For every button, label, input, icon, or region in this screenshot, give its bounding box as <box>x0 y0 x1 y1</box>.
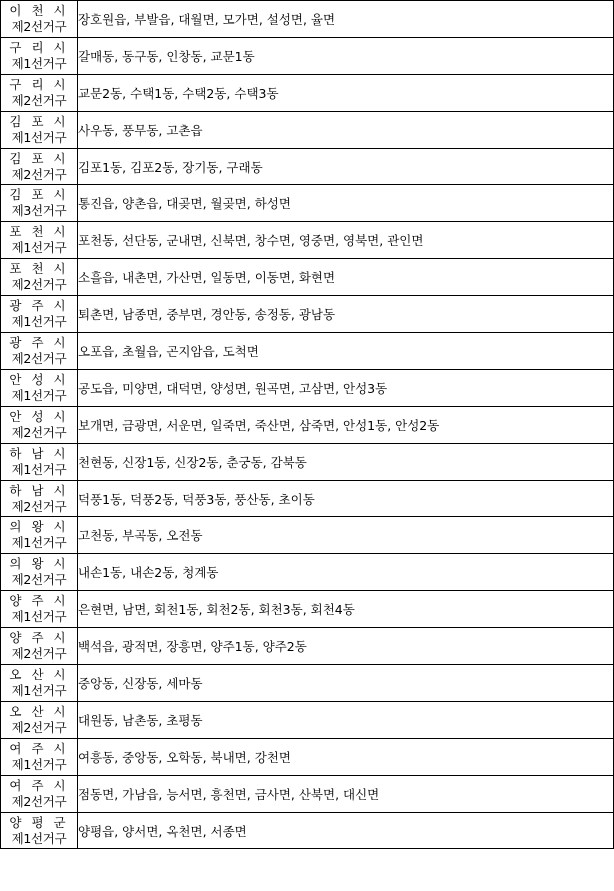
table-row <box>1 369 614 406</box>
areas-cell: 보개면, 금광면, 서운면, 일죽면, 죽산면, 삼죽면, 안성1동, 안성2동 <box>78 406 614 443</box>
table-row <box>1 517 614 554</box>
district-name-cell <box>1 37 78 74</box>
table-row <box>1 665 614 702</box>
district-label: 제2선거구 <box>11 350 67 366</box>
table-row <box>1 1 614 38</box>
district-label: 제2선거구 <box>11 572 67 588</box>
district-name-cell <box>1 701 78 738</box>
district-name-cell <box>1 148 78 185</box>
areas-cell: 포천동, 선단동, 군내면, 신북면, 창수면, 영중면, 영북면, 관인면 <box>78 222 614 259</box>
table-row <box>1 148 614 185</box>
district-name-cell <box>1 628 78 665</box>
district-name-cell <box>1 665 78 702</box>
table-row <box>1 37 614 74</box>
district-name-cell <box>1 111 78 148</box>
district-label: 제1선거구 <box>11 55 67 71</box>
table-row <box>1 185 614 222</box>
city-name: 오 산 시 <box>9 703 69 719</box>
table-row <box>1 480 614 517</box>
areas-cell: 천현동, 신장1동, 신장2동, 춘궁동, 감북동 <box>78 443 614 480</box>
city-name: 하 남 시 <box>9 482 69 498</box>
city-name: 의 왕 시 <box>9 519 69 535</box>
areas-cell: 양평읍, 양서면, 옥천면, 서종면 <box>78 812 614 849</box>
city-name: 포 천 시 <box>9 224 69 240</box>
district-name-cell <box>1 812 78 849</box>
district-name-cell <box>1 517 78 554</box>
city-name: 여 주 시 <box>9 740 69 756</box>
district-label: 제2선거구 <box>11 793 67 809</box>
district-name-cell <box>1 333 78 370</box>
district-label: 제2선거구 <box>11 18 67 34</box>
district-label: 제1선거구 <box>11 682 67 698</box>
district-label: 제1선거구 <box>11 129 67 145</box>
table-row <box>1 775 614 812</box>
district-name-cell <box>1 554 78 591</box>
district-label: 제3선거구 <box>11 203 67 219</box>
table-row <box>1 111 614 148</box>
city-name: 하 남 시 <box>9 445 69 461</box>
city-name: 여 주 시 <box>9 777 69 793</box>
areas-cell: 사우동, 풍무동, 고촌읍 <box>78 111 614 148</box>
table-row <box>1 259 614 296</box>
areas-cell: 덕풍1동, 덕풍2동, 덕풍3동, 풍산동, 초이동 <box>78 480 614 517</box>
district-name-cell <box>1 259 78 296</box>
areas-cell: 소흘읍, 내촌면, 가산면, 일동면, 이동면, 화현면 <box>78 259 614 296</box>
areas-cell: 은현면, 남면, 회천1동, 회천2동, 회천3동, 회천4동 <box>78 591 614 628</box>
city-name: 구 리 시 <box>9 39 69 55</box>
district-name-cell <box>1 738 78 775</box>
city-name: 안 성 시 <box>9 371 69 387</box>
city-name: 김 포 시 <box>9 187 69 203</box>
district-name-cell <box>1 1 78 38</box>
table-row <box>1 591 614 628</box>
areas-cell: 교문2동, 수택1동, 수택2동, 수택3동 <box>78 74 614 111</box>
district-name-cell <box>1 480 78 517</box>
areas-cell: 갈매동, 동구동, 인창동, 교문1동 <box>78 37 614 74</box>
district-name-cell <box>1 591 78 628</box>
table-row <box>1 406 614 443</box>
table-row <box>1 738 614 775</box>
areas-cell: 김포1동, 김포2동, 장기동, 구래동 <box>78 148 614 185</box>
areas-cell: 여흥동, 중앙동, 오학동, 북내면, 강천면 <box>78 738 614 775</box>
city-name: 양 평 군 <box>9 814 69 830</box>
table-row <box>1 333 614 370</box>
city-name: 포 천 시 <box>9 261 69 277</box>
city-name: 구 리 시 <box>9 76 69 92</box>
areas-cell: 내손1동, 내손2동, 청계동 <box>78 554 614 591</box>
areas-cell: 오포읍, 초월읍, 곤지암읍, 도척면 <box>78 333 614 370</box>
table-row <box>1 296 614 333</box>
areas-cell: 장호원읍, 부발읍, 대월면, 모가면, 설성면, 율면 <box>78 1 614 38</box>
district-label: 제1선거구 <box>11 535 67 551</box>
district-label: 제2선거구 <box>11 92 67 108</box>
district-label: 제2선거구 <box>11 166 67 182</box>
district-label: 제1선거구 <box>11 461 67 477</box>
district-label: 제1선거구 <box>11 756 67 772</box>
table-row <box>1 222 614 259</box>
city-name: 김 포 시 <box>9 113 69 129</box>
areas-cell: 고천동, 부곡동, 오전동 <box>78 517 614 554</box>
district-label: 제1선거구 <box>11 314 67 330</box>
city-name: 양 주 시 <box>9 630 69 646</box>
city-name: 안 성 시 <box>9 408 69 424</box>
areas-cell: 공도읍, 미양면, 대덕면, 양성면, 원곡면, 고삼면, 안성3동 <box>78 369 614 406</box>
table-row <box>1 812 614 849</box>
table-row <box>1 443 614 480</box>
city-name: 양 주 시 <box>9 593 69 609</box>
district-name-cell <box>1 74 78 111</box>
areas-cell: 중앙동, 신장동, 세마동 <box>78 665 614 702</box>
district-name-cell <box>1 406 78 443</box>
city-name: 의 왕 시 <box>9 556 69 572</box>
district-label: 제2선거구 <box>11 646 67 662</box>
areas-cell: 퇴촌면, 남종면, 중부면, 경안동, 송정동, 광남동 <box>78 296 614 333</box>
district-label: 제2선거구 <box>11 719 67 735</box>
district-label: 제1선거구 <box>11 609 67 625</box>
district-name-cell <box>1 369 78 406</box>
district-label: 제1선거구 <box>11 387 67 403</box>
district-label: 제2선거구 <box>11 498 67 514</box>
district-name-cell <box>1 296 78 333</box>
areas-cell: 대원동, 남촌동, 초평동 <box>78 701 614 738</box>
district-label: 제1선거구 <box>11 240 67 256</box>
city-name: 오 산 시 <box>9 666 69 682</box>
areas-cell: 백석읍, 광적면, 장흥면, 양주1동, 양주2동 <box>78 628 614 665</box>
table-row <box>1 554 614 591</box>
district-name-cell <box>1 222 78 259</box>
district-label: 제2선거구 <box>11 424 67 440</box>
district-name-cell <box>1 443 78 480</box>
district-label: 제1선거구 <box>11 830 67 846</box>
areas-cell: 점동면, 가남읍, 능서면, 흥천면, 금사면, 산북면, 대신면 <box>78 775 614 812</box>
district-name-cell <box>1 185 78 222</box>
city-name: 광 주 시 <box>9 334 69 350</box>
table-row <box>1 701 614 738</box>
city-name: 김 포 시 <box>9 150 69 166</box>
district-label: 제2선거구 <box>11 277 67 293</box>
city-name: 광 주 시 <box>9 298 69 314</box>
table-row <box>1 74 614 111</box>
areas-cell: 통진읍, 양촌읍, 대곶면, 월곶면, 하성면 <box>78 185 614 222</box>
district-name-cell <box>1 775 78 812</box>
city-name: 이 천 시 <box>9 2 69 18</box>
table-row <box>1 628 614 665</box>
